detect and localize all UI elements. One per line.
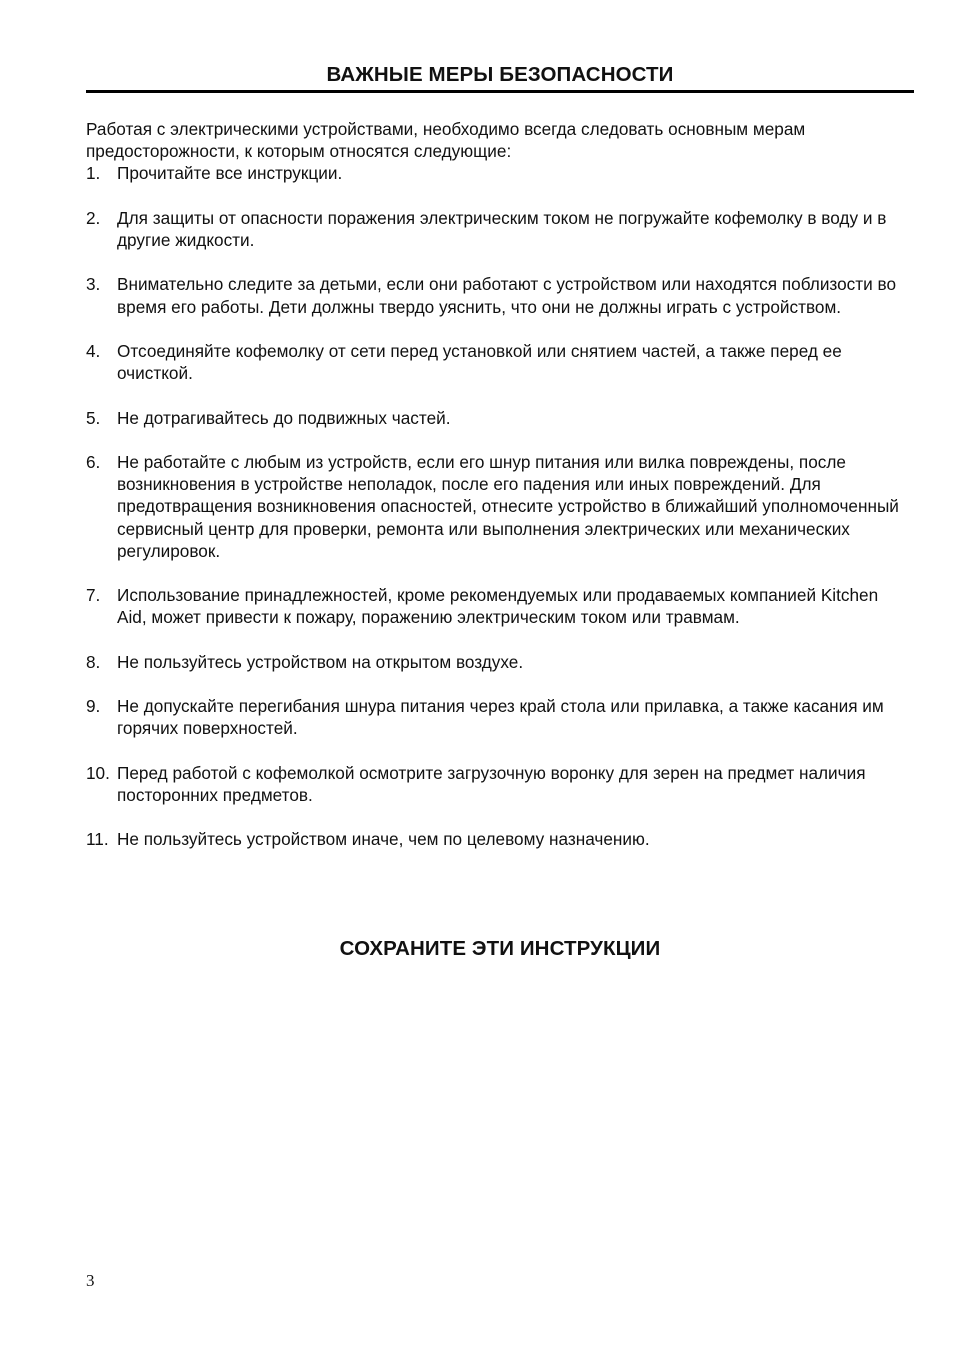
page-number: 3 [86, 1271, 95, 1290]
item-number: 5. [86, 407, 101, 428]
list-item [86, 584, 914, 628]
item-text: Использование принадлежностей, кроме рекомендуемых или продаваемых компанией Kitchen Aid, может привести к пожару, поражению электрическим током или травмам. [117, 585, 879, 628]
list-item [86, 207, 914, 251]
intro-paragraph: Работая с электрическими устройствами, необходимо всегда следовать основным мерам предосторожности, к которым относятся следующие: [86, 119, 806, 162]
item-text: Прочитайте все инструкции. [117, 163, 343, 184]
item-number: 11. [86, 829, 109, 850]
item-text: Не допускайте перегибания шнура питания через край стола или прилавка, а также касания им горячих поверхностей. [117, 696, 884, 739]
save-instructions-heading: СОХРАНИТЕ ЭТИ ИНСТРУКЦИИ [339, 937, 661, 960]
item-text: Внимательно следите за детьми, если они работают с устройством или находятся поблизости во время его работы. Дети должны твердо уяснить, что они не должны играть с устройством. [117, 274, 897, 317]
item-number: 4. [86, 340, 101, 361]
list-item [86, 828, 914, 850]
item-number: 3. [86, 274, 101, 295]
list-item [86, 407, 914, 429]
list-item [86, 651, 914, 673]
list-item [86, 340, 914, 384]
item-text: Для защиты от опасности поражения электрическим током не погружайте кофемолку в воду и в другие жидкости. [117, 207, 887, 250]
list-item [86, 451, 914, 562]
item-number: 10. [86, 762, 110, 783]
safety-instructions-list [86, 162, 914, 850]
item-number: 9. [86, 696, 101, 717]
item-number: 1. [86, 163, 101, 184]
item-text: Не работайте с любым из устройств, если его шнур питания или вилка повреждены, после возникновения в устройстве неполадок, после его падения или иных повреждений. Для предотвращения возникновения опасностей, отнесите устройство в ближайший уполномоченный сервисный центр для проверки, ремонта или выполнения электрических или механических регулировок. [117, 451, 899, 561]
item-number: 2. [86, 207, 101, 228]
document-body [86, 118, 914, 873]
item-text: Не пользуйтесь устройством на открытом воздухе. [117, 651, 524, 672]
list-item [86, 273, 914, 317]
item-text: Не дотрагивайтесь до подвижных частей. [117, 407, 451, 428]
list-item [86, 695, 914, 739]
item-text: Отсоединяйте кофемолку от сети перед установкой или снятием частей, а также перед ее очисткой. [117, 340, 842, 384]
item-number: 7. [86, 585, 101, 606]
item-number: 6. [86, 451, 101, 472]
item-text: Перед работой с кофемолкой осмотрите загрузочную воронку для зерен на предмет наличия посторонних предметов. [117, 762, 866, 805]
title-underline [86, 90, 914, 93]
page-title: ВАЖНЫЕ МЕРЫ БЕЗОПАСНОСТИ [326, 63, 674, 86]
list-item [86, 162, 914, 184]
item-number: 8. [86, 651, 101, 672]
list-item [86, 762, 914, 806]
item-text: Не пользуйтесь устройством иначе, чем по целевому назначению. [117, 829, 650, 850]
